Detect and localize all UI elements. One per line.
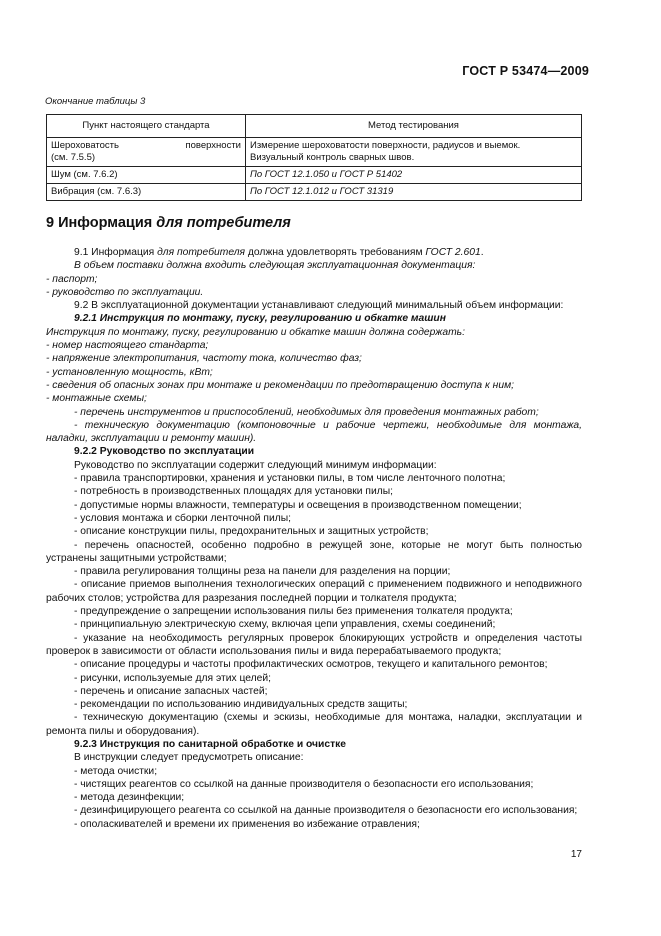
section-title-italic: для потребителя: [156, 215, 291, 231]
list-item: - условия монтажа и сборки ленточной пилы;: [74, 512, 292, 524]
page-number: 17: [570, 849, 582, 860]
text-run: .: [480, 247, 484, 258]
list-item: - допустимые нормы влажности, температуры и освещения в производственном помещении;: [74, 499, 522, 511]
paragraph-line: Руководство по эксплуатации содержит следующий минимум информации:: [74, 459, 437, 471]
table-header-cell: Метод тестирования: [246, 115, 582, 138]
list-item: - паспорт;: [46, 273, 98, 285]
list-item: - принципиальную электрическую схему, включая цепи управления, схемы соединений;: [74, 619, 496, 631]
paragraph-line: В инструкции следует предусмотреть описание:: [74, 752, 304, 764]
test-methods-table: [46, 114, 582, 201]
subsection-heading: 9.2.3 Инструкция по санитарной обработке и очистке: [74, 738, 346, 750]
list-item: - описание приемов выполнения технологических операций с применением подвижного и неподвижного рабочих столов; устройства для разрезания последней порции и толкателя продукта;: [46, 579, 582, 604]
list-item: - потребность в производственных площадях для установки пилы;: [74, 486, 394, 498]
subsection-heading: 9.2.1 Инструкция по монтажу, пуску, регулированию и обкатке машин: [74, 313, 446, 325]
table-cell: Шум (см. 7.6.2): [47, 167, 246, 184]
list-item: - рисунки, используемые для этих целей;: [74, 672, 271, 684]
list-item: - чистящих реагентов со ссылкой на данные производителя о безопасности его использования;: [74, 778, 534, 790]
subsection-heading: 9.2.2 Руководство по эксплуатации: [74, 446, 255, 458]
table-row: [47, 184, 582, 201]
paragraph-line: В объем поставки должна входить следующая эксплуатационная документация:: [74, 260, 476, 272]
list-item: - напряжение электропитания, частоту тока, количество фаз;: [46, 353, 362, 365]
paragraph-9-1: [46, 246, 582, 259]
cell-text: Шероховатость поверхности: [51, 140, 241, 151]
table-header-cell: Пункт настоящего стандарта: [47, 115, 246, 138]
table-row: [47, 138, 582, 167]
text-run: должна удовлетворять требованиям: [245, 247, 426, 258]
cell-text: Измерение шероховатости поверхности, радиусов и выемок.: [250, 140, 521, 151]
document-body: [46, 246, 582, 831]
section-number: 9: [46, 215, 55, 231]
list-item: - установленную мощность, кВт;: [46, 366, 213, 378]
text-run: для потребителя: [157, 247, 246, 258]
text-run: ГОСТ 2.601: [425, 247, 481, 258]
cell-text: (см. 7.5.5): [51, 152, 96, 163]
section-title-plain: Информация: [58, 215, 153, 231]
list-item: - указание на необходимость регулярных проверок блокирующих устройств и определения частоты проверок в зависимости от области использования пилы и вида перерабатываемого продукта;: [46, 632, 582, 657]
table-cell: По ГОСТ 12.1.050 и ГОСТ Р 51402: [246, 167, 582, 184]
list-item: - дезинфицирующего реагента со ссылкой на данные производителя о безопасности его использования;: [74, 805, 578, 817]
list-item: - рекомендации по использованию индивидуальных средств защиты;: [74, 699, 408, 711]
list-item: - номер настоящего стандарта;: [46, 340, 209, 352]
list-item: - перечень инструментов и приспособлений, необходимых для проведения монтажных работ;: [74, 406, 539, 418]
list-item: - руководство по эксплуатации.: [46, 286, 204, 298]
list-item: - перечень и описание запасных частей;: [74, 685, 268, 697]
list-item: - техническую документацию (схемы и эскизы, необходимые для монтажа, наладки, эксплуатации и ремонта пилы и оборудования).: [46, 712, 582, 737]
list-item: - описание конструкции пилы, предохранительных и защитных устройств;: [74, 526, 429, 538]
table-caption: Окончание таблицы 3: [45, 96, 146, 107]
table-header-row: [47, 115, 582, 138]
section-heading: [46, 215, 291, 231]
list-item: - монтажные схемы;: [46, 393, 147, 405]
list-item: - метода дезинфекции;: [74, 792, 185, 804]
list-item: - метода очистки;: [74, 765, 158, 777]
list-item: - правила транспортировки, хранения и установки пилы, в том числе ленточного полотна;: [74, 473, 506, 485]
table-cell: По ГОСТ 12.1.012 и ГОСТ 31319: [246, 184, 582, 201]
table-cell: Вибрация (см. 7.6.3): [47, 184, 246, 201]
text-run: 9.1 Информация: [74, 247, 158, 258]
list-item: - ополаскивателей и времени их применения во избежание отравления;: [74, 818, 420, 830]
list-item: - перечень опасностей, особенно подробно в режущей зоне, которые не могут быть полностью устранены защитными устройствами;: [46, 539, 582, 564]
list-item: - техническую документацию (компоновочные и рабочие чертежи, необходимые для монтажа, наладки, эксплуатации и ремонту машин).: [46, 419, 582, 445]
table-row: [47, 167, 582, 184]
document-header: ГОСТ Р 53474—2009: [462, 64, 589, 78]
list-item: - правила регулирования толщины реза на панели для разделения на порции;: [74, 566, 451, 578]
list-item: - сведения об опасных зонах при монтаже и рекомендации по предотвращению доступа к ним;: [46, 379, 514, 391]
table-cell: [47, 138, 246, 167]
cell-text: Визуальный контроль сварных швов.: [250, 152, 415, 163]
list-item: - предупреждение о запрещении использования пилы без применения толкателя продукта;: [74, 606, 513, 618]
table-cell: [246, 138, 582, 167]
list-item: - описание процедуры и частоты профилактических осмотров, текущего и капитального ремонтов;: [74, 659, 548, 671]
paragraph-line: Инструкция по монтажу, пуску, регулированию и обкатке машин должна содержать:: [46, 326, 465, 338]
paragraph-9-2: 9.2 В эксплуатационной документации устанавливают следующий минимальный объем информации:: [74, 300, 564, 312]
